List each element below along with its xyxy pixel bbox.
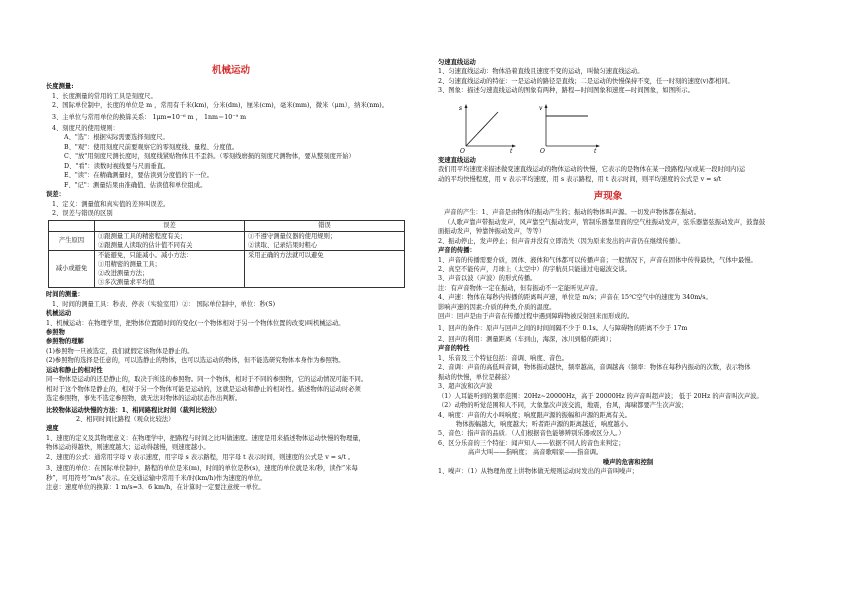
motion-graphs [458, 102, 818, 154]
y-axis-label: s [459, 104, 463, 112]
text-line: 1、回声的条件：原声与回声之间的时间间隔不少于 0.1s。人与障碍物的距离不少于 17m [438, 324, 688, 332]
table-cell [95, 250, 245, 288]
right-text-block-2 [438, 156, 818, 184]
text-line: 1、噪声：（1）从物理角度上讲物体做无规则运动时发出的声音叫噪声； [438, 468, 639, 476]
text-line: 3、声音以波（声波）的形式传播。 [438, 275, 537, 283]
text-line: 3、速度的单位：在国际单位制中，路程的单位是米(m)，时间的单位是秒(s)，速度的单位就是米/秒，读作“米每 [46, 465, 358, 473]
text-line: （2）动物的听觉范围和人不同，大象靠次声波交流，地震，台风，海啸都要产生次声波； [438, 402, 688, 410]
text-line: F、"记"：测量结果由准确值、估读值和单位组成。 [64, 181, 207, 189]
x-axis-label: t [510, 147, 513, 154]
velocity-time-graph [538, 102, 602, 154]
distance-line [466, 112, 498, 146]
text-line: 1、长度测量的常用的工具是刻度尺。 [52, 92, 157, 100]
table-cell-line: ②读取、记录结果时粗心 [248, 241, 318, 249]
table-cell-line: ①跟测量工具的精密程度有关； [98, 232, 187, 240]
section-title-sound: 声现象 [593, 191, 623, 203]
section-heading: 变速直线运动 [438, 156, 476, 164]
text-line: 物体振幅越大，响度越大；听者距声源的距离越近，响度越小。 [456, 420, 633, 428]
text-line: 回声：回声是由于声音在传播过程中遇到障碍物被反射回来而形成的。 [438, 313, 634, 321]
section-heading: 机械运动 [46, 310, 72, 318]
distance-time-graph [458, 102, 518, 154]
text-line: 2、音调：声音的高低叫音调，物体振动越快，频率越高，音调越高（频率：物体在每秒内振动的次数，表示物体 [438, 364, 751, 372]
text-line: 影响声速的因素:介质的种类,介质的温度。 [438, 303, 556, 311]
text-line: 1、速度的定义及其物理意义：在物理学中，把路程与时间之比叫做速度。速度是用来描述物体运动快慢的物理量， [46, 434, 365, 442]
text-line: 1、时间的测量工具：秒表、停表（实验室用）②： 国际单位制中，单位：秒(S) [52, 300, 276, 308]
origin-label: O [460, 147, 465, 154]
section-heading: 速度 [46, 425, 59, 433]
text-line: 2、误差与错误的区别 [52, 209, 113, 217]
text-line: A、"选"：根据实际需要选择刻度尺。 [64, 134, 169, 142]
y-axis-label: v [539, 104, 543, 112]
section-heading: 匀速直线运动 [438, 59, 476, 66]
table-cell-line: 不能避免，只能减小。减小方法： [98, 251, 193, 259]
section-heading: 长度测量: [46, 83, 74, 91]
text-line: B、"观"：使用刻度尺前要观察它的零刻度线、量程、分度值。 [64, 143, 239, 151]
table-header-cell: 误差 [95, 221, 245, 231]
left-text-block-2 [46, 290, 416, 492]
section-heading: 运动和静止的相对性 [46, 366, 103, 374]
text-line: 2、相同时间比路程（观众比较法） [76, 415, 175, 423]
text-line: 6、区分乐音的三个特征：闻声知人——依据不同人的音色来判定； [438, 439, 625, 447]
table-header-cell [49, 221, 95, 231]
table-cell [95, 231, 245, 250]
table-cell-line: ①不遵守测量仪器的使用规则； [248, 232, 337, 240]
right-text-block-3 [438, 208, 818, 476]
text-line: （人歌声靠声带振动发声，风声靠空气振动发声，管制乐器靠里面的空气柱振动发声，弦乐器靠弦振动发声，鼓靠鼓 [444, 218, 766, 226]
text-line: 1、定义：测量值和真实值的差异叫误差。 [52, 200, 170, 208]
text-line: 1、声音的传播需要介质，固体、液体和气体都可以传播声音；一般情况下，声音在固体中传得最快，气体中最慢。 [438, 256, 757, 264]
text-line: 2、匀速直线运动的特征：一是运动的路径是直线；二是运动的快慢保持不变，任一时刻的速度(v)都相同。 [438, 77, 734, 85]
section-heading: 声音的特性 [438, 345, 470, 353]
section-heading: 时间的测量： [46, 291, 84, 299]
right-text-block [438, 58, 818, 96]
table-row-label: 产生原因 [49, 231, 95, 250]
section-heading: 声音的传播： [438, 247, 476, 255]
text-line: 2、速度的公式：通常用字母 v 表示速度，用字母 s 表示路程，用字母 t 表示时间，则速度的公式是 v = s/t 。 [46, 453, 355, 461]
section-title-mechanical-motion: 机械运动 [211, 65, 250, 76]
section-heading: 误差： [46, 191, 65, 199]
text-line: 4、刻度尺的使用规则： [52, 125, 119, 132]
section-heading: 参照物的理解 [46, 338, 84, 346]
text-line: E、"读"：在精确测量时，要估读到分度值的下一位。 [64, 172, 213, 180]
text-line: 2、真空不能传声，月球上（太空中）的宇航员只能通过电磁波交谈。 [438, 265, 631, 273]
text-line: 3、超声波和次声波 [438, 383, 493, 391]
text-line: C、"放"用刻度尺测长度时，刻度线紧贴物体且不歪斜。（零刻线磨损的刻度尺测物体，要从整刻度开始） [64, 153, 355, 161]
text-line: 4、声速：物体在每秒内传播的距离叫声速，单位是 m/s；声音在 15℃空气中的速度为 340m/s。 [438, 294, 712, 302]
table-header-cell: 错误 [245, 221, 405, 231]
text-line: 高声大叫——指响度； 高音歌唱家——指音调。 [468, 449, 603, 457]
text-line: 物体运动得越快，则速度越大；运动得越慢，则速度越小。 [46, 444, 210, 452]
text-line: (1)参照物一旦被选定，我们就假定该物体是静止的。 [46, 347, 194, 355]
text-line: 2、回声的利用：测量距离（车到山，海深，冰川到船的距离）； [438, 336, 616, 343]
right-column [438, 58, 818, 477]
text-line: 振动的快慢，单位是赫兹） [438, 373, 514, 381]
text-line: 同一物体是运动的还是静止的，取决于所选的参照物。同一个物体，相对于不同的参照物，它的运动情况可能不同。 [46, 376, 368, 384]
x-axis-arrow [512, 144, 516, 147]
left-text-block [46, 82, 416, 218]
text-line: 选定参照物，事先不选定参照物，就无法对物体的运动状态作出判断。 [46, 395, 242, 403]
table-cell [245, 231, 405, 250]
text-line: 1、乐音及三个特征包括：音调、响度、音色。 [438, 354, 568, 362]
origin-label: O [540, 147, 545, 154]
left-column [46, 58, 416, 492]
text-line: 2、振动停止，发声停止；但声音并没有立即消失（因为原来发出的声音仍在继续传播）。 [438, 237, 685, 245]
text-line: 3、图象：描述匀速直线运动的图象有两种，路程—时间图象和速度—时间图象，如图所示。 [438, 87, 694, 95]
y-axis-arrow [545, 104, 548, 108]
table-cell-line: ②跟测量人读取的估计值不同有关 [98, 241, 193, 249]
error-vs-mistake-table [48, 220, 405, 288]
section-heading: 噪声的危害和控制 [602, 458, 654, 466]
text-line: （1）人耳能听到的频率范围：20Hz~20000Hz，高于 20000Hz 的声音叫超声波； 低于 20Hz 的声音叫次声波。 [438, 392, 763, 400]
text-line: 1、匀速直线运动：物体沿着直线且速度不变的运动，叫做匀速直线运动。 [438, 68, 644, 76]
text-line: 3、主单位与常用单位的换算关系： 1μm=10⁻⁶ m ， 1nm＝10⁻⁹ m [52, 113, 247, 121]
text-line: 我们用平均速度来描述做变速直线运动的物体运动的快慢，它表示的是物体在某一段路程内(或某一段时间内)运 [438, 166, 746, 174]
text-line: 5、音色：指声音的品质．（人们根据音色能够辨别乐器或区分人。） [438, 430, 625, 438]
table-cell-line: 采用正确的方法就可以避免 [248, 251, 324, 259]
x-axis-arrow [596, 144, 600, 147]
table-cell-line: ①用精密的测量工具； [98, 260, 161, 268]
table-cell [245, 250, 405, 288]
text-line: 注：有声音物体一定在振动，但有振动不一定能听见声音。 [438, 284, 602, 292]
text-line: 注意：速度单位的换算：1 m/s=3．6 km/h，在计算时一定要注意统一单位。 [46, 484, 265, 491]
text-line: 2、国际单位制中，长度的单位是 m ，常用有千米(km)，分米(dm)，厘米(cm)，毫米(mm)，微米（μm），纳米(nm)。 [52, 102, 388, 110]
y-axis-arrow [465, 104, 468, 108]
x-axis-label: t [594, 147, 597, 154]
text-line: 4、响度：声音的大小叫响度；响度跟声源的振幅和声源的距离有关。 [438, 411, 631, 419]
text-line: 1、机械运动：在物理学里，把物体位置随时间的变化(一个物体相对于另一个物体位置的改变)叫机械运动。 [46, 319, 345, 327]
text-line: 声音的产生：1、声音是由物体的振动产生的；振动的物体叫声源。一切发声物体都在振动。 [444, 209, 700, 217]
text-line: 相对于这个物体是静止的，相对于另一个物体可能是运动的，这就是运动和静止的相对性。描述物体的运动时必须 [46, 385, 361, 393]
text-line: 秒”，可用符号“m/s”表示。在交通运输中常用千米/时(km/h)作为速度的单位。 [46, 474, 267, 482]
text-line: 面振动发声，钟靠钟振动发声，等等） [438, 228, 546, 236]
text-line: (2)参照物的选择是任意的，可以选静止的物体，也可以选运动的物体，但不能选研究物体本身作为参照物。 [46, 357, 345, 365]
text-line: 动的平均快慢程度，用 v 表示平均速度，用 s 表示路程，用 t 表示时间，则平均速度的公式是 v = s/t [438, 175, 722, 183]
table-header-row [49, 221, 405, 231]
table-row-label: 减小或避免 [49, 250, 95, 288]
table-cell-line: ③多次测量求平均值 [98, 279, 155, 287]
section-heading: 比较物体运动快慢的方法：1、相同路程比时间（裁判比较法） [46, 406, 221, 414]
text-line: D、"看"：读数时视线要与尺面垂直。 [64, 162, 170, 170]
table-row [49, 250, 405, 288]
table-cell-line: ②改进测量方法； [98, 270, 149, 277]
table-row [49, 231, 405, 250]
section-heading: 参照物 [46, 329, 65, 336]
